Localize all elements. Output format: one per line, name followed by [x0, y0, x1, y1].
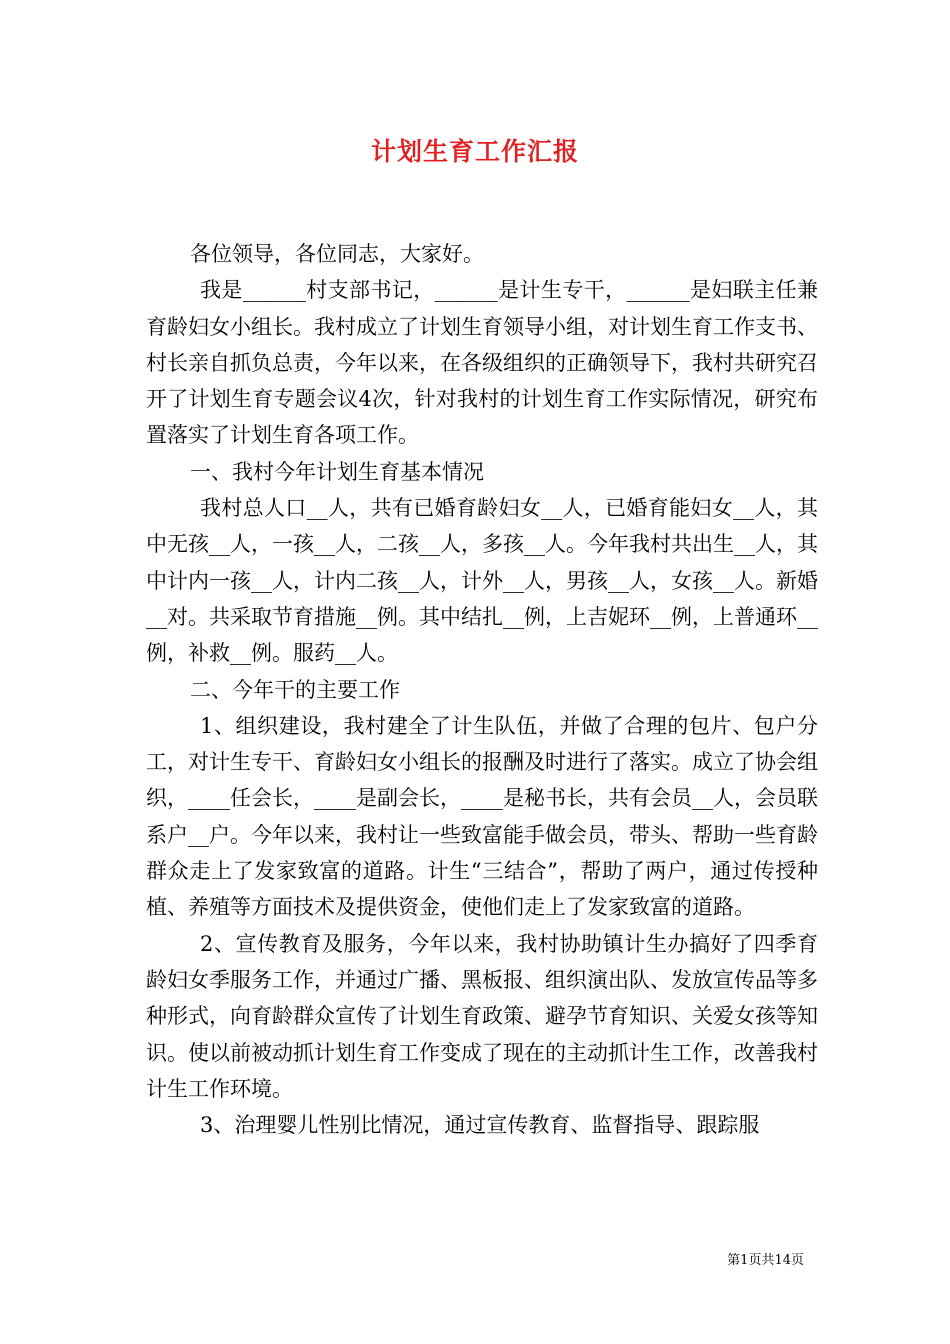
page-number: 第1页共14页 — [727, 1253, 804, 1268]
paragraph-population-statistics: 我村总人口__人，共有已婚育龄妇女__人，已婚育能妇女__人，其中无孩__人，一孩__人，二孩__人，多孩__人。今年我村共出生__人，其中计内一孩__人，计内二孩__人，计外__人，男孩__人，女孩__人。新婚__对。共采取节育措施__例。其中结扎__例，上吉妮环__例，上普通环__例，补救__例。服药__人。 — [146, 496, 818, 666]
document-body — [146, 236, 818, 1143]
paragraph-greeting: 各位领导，各位同志，大家好。 — [190, 242, 484, 266]
paragraph-sex-ratio-governance: 3、治理婴儿性别比情况，通过宣传教育、监督指导、跟踪服 — [200, 1113, 760, 1138]
section-heading-basic-situation: 一、我村今年计划生育基本情况 — [190, 459, 484, 484]
page-title: 计划生育工作汇报 — [370, 137, 579, 166]
section-heading-main-work: 二、今年干的主要工作 — [190, 677, 400, 702]
paragraph-organization-building: 1、组织建设，我村建全了计生队伍，并做了合理的包片、包户分工，对计生专干、育龄妇女小组长的报酬及时进行了落实。成立了协会组织，____任会长，____是副会长，____是秘书长，共有会员__人，会员联系户__户。今年以来，我村让一些致富能手做会员，带头、帮助一些育龄群众走上了发家致富的道路。计生“三结合”，帮助了两户，通过传授种植、养殖等方面技术及提供资金，使他们走上了发家致富的道路。 — [146, 713, 818, 920]
paragraph-publicity-education: 2、宣传教育及服务，今年以来，我村协助镇计生办搞好了四季育龄妇女季服务工作，并通过广播、黑板报、组织演出队、发放宣传品等多种形式，向育龄群众宣传了计划生育政策、避孕节育知识、关爱女孩等知识。使以前被动抓计划生育工作变成了现在的主动抓计生工作，改善我村计生工作环境。 — [146, 931, 818, 1101]
paragraph-introduction: 我是______村支部书记，______是计生专干，______是妇联主任兼育龄妇女小组长。我村成立了计划生育领导小组，对计划生育工作支书、村长亲自抓负总责，今年以来，在各级组织的正确领导下，我村共研究召开了计划生育专题会议4次，针对我村的计划生育工作实际情况，研究布置落实了计划生育各项工作。 — [146, 278, 818, 448]
